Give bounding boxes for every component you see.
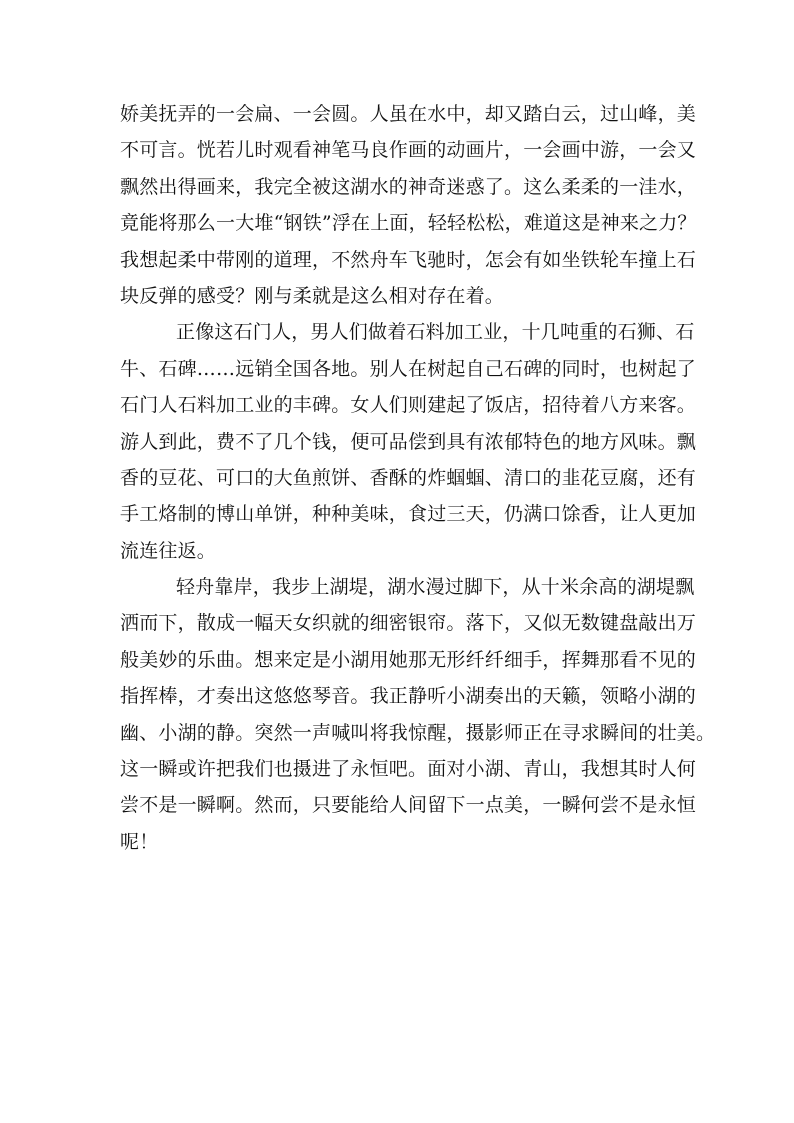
- paragraph-2-line-6: 手工烙制的博山单饼，种种美味，食过三天，仍满口馀香，让人更加: [120, 503, 697, 526]
- paragraph-2-line-2: 牛、石碑……远销全国各地。别人在树起自己石碑的同时，也树起了: [120, 357, 697, 380]
- paragraph-2-line-3: 石门人石料加工业的丰碑。女人们则建起了饭店，招待着八方来客。: [120, 394, 697, 417]
- paragraph-2-line-4: 游人到此，费不了几个钱，便可品偿到具有浓郁特色的地方风味。飘: [120, 430, 697, 453]
- paragraph-1-line-1: 娇美抚弄的一会扁、一会圆。人虽在水中，却又踏白云，过山峰，美: [120, 103, 697, 125]
- paragraph-3-line-7: 尝不是一瞬啊。然而，只要能给人间留下一点美，一瞬何尝不是永恒: [120, 794, 697, 817]
- document-page: [120, 96, 716, 860]
- paragraph-1-line-4: 竟能将那么一大堆“钢铁”浮在上面，轻轻松松，难道这是神来之力？: [120, 212, 697, 235]
- paragraph-1-line-5: 我想起柔中带刚的道理，不然舟车飞驰时，怎会有如坐铁轮车撞上石: [120, 248, 697, 271]
- paragraph-3-line-3: 般美妙的乐曲。想来定是小湖用她那无形纤纤细手，挥舞那看不见的: [120, 648, 697, 671]
- paragraph-3-line-2: 洒而下，散成一幅天女织就的细密银帘。落下，又似无数键盘敲出万: [120, 612, 697, 635]
- paragraph-3-line-4: 指挥棒，才奏出这悠悠琴音。我正静听小湖奏出的天籁，领略小湖的: [120, 685, 697, 708]
- paragraph-1-line-2: 不可言。恍若儿时观看神笔马良作画的动画片，一会画中游，一会又: [120, 139, 697, 162]
- paragraph-3-line-8: 呢！: [120, 830, 159, 853]
- paragraph-3-line-6: 这一瞬或许把我们也摄进了永恒吧。面对小湖、青山，我想其时人何: [120, 758, 697, 781]
- paragraph-1-line-6: 块反弹的感受？刚与柔就是这么相对存在着。: [120, 284, 505, 307]
- paragraph-3-line-5: 幽、小湖的静。突然一声喊叫将我惊醒，摄影师正在寻求瞬间的壮美。: [120, 721, 716, 744]
- paragraph-1-line-3: 飘然出得画来，我完全被这湖水的神奇迷惑了。这么柔柔的一洼水，: [120, 175, 697, 198]
- paragraph-2-line-1: 正像这石门人，男人们做着石料加工业，十几吨重的石狮、石: [176, 321, 695, 344]
- paragraph-2-line-5: 香的豆花、可口的大鱼煎饼、香酥的炸蝈蝈、清口的韭花豆腐，还有: [120, 466, 697, 489]
- paragraph-3-line-1: 轻舟靠岸，我步上湖堤，湖水漫过脚下，从十米余高的湖堤飘: [176, 576, 695, 599]
- paragraph-2-line-7: 流连往返。: [120, 539, 217, 562]
